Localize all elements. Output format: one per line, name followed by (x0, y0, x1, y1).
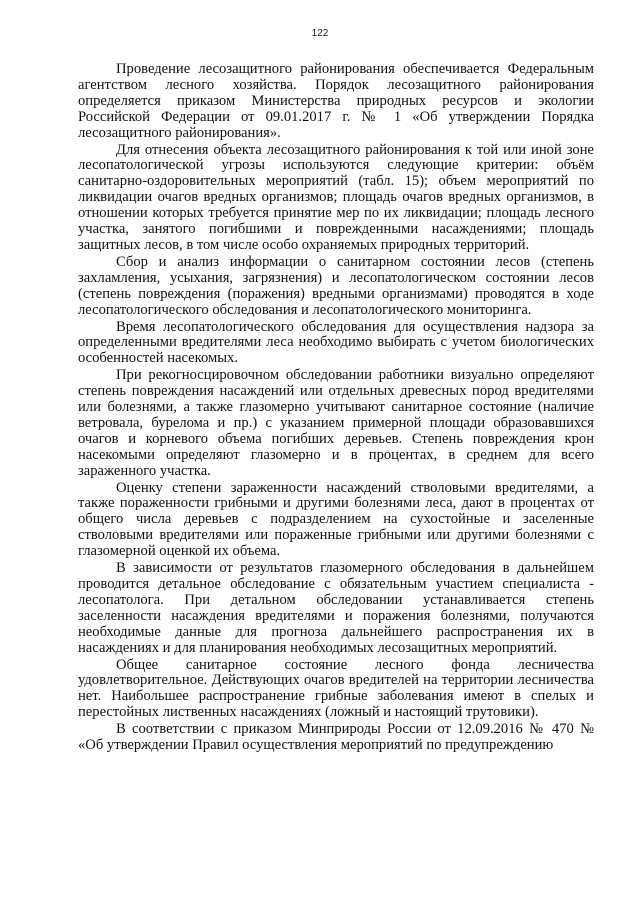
paragraph-8: Общее санитарное состояние лесного фонда лесничества удовлетворительное. Действующих очагов вредителей на территории лесничества нет. Наибольшее распространение грибные заболевания имеют в спелых и перестойных лиственных насаждениях (ложный и настоящий трутовики). (78, 656, 594, 721)
paragraph-4: Время лесопатологического обследования для осуществления надзора за определенными вредителями леса необходимо выбирать с учетом биологических особенностей насекомых. (78, 318, 594, 367)
paragraph-1: Проведение лесозащитного районирования обеспечивается Федеральным агентством лесного хозяйства. Порядок лесозащитного районирования определяется приказом Министерства природных ресурсов и экологии Российской Федерации от 09.01.2017 г. № 1 «Об утверждении Порядка лесозащитного районирования». (78, 61, 594, 141)
paragraph-7: В зависимости от результатов глазомерного обследования в дальнейшем проводится детальное обследование с обязательным участием специалиста - лесопатолога. При детальном обследовании устанавливается степень заселенности насаждения вредителями и поражения болезнями, получаются необходимые данные для прогноза дальнейшего распространения их в насаждениях и для планирования необходимых лесозащитных мероприятий. (78, 560, 594, 656)
document-body (78, 62, 594, 754)
paragraph-6: Оценку степени зараженности насаждений стволовыми вредителями, а также пораженности грибными и другими болезнями леса, дают в процентах от общего числа деревьев с подразделением на сухостойные и заселенные стволовыми вредителями или пораженные грибными или другими болезнями с глазомерной оценкой их объема. (78, 479, 594, 560)
paragraph-3: Сбор и анализ информации о санитарном состоянии лесов (степень захламления, усыхания, загрязнения) и лесопатологическом состоянии лесов (степень повреждения (поражения) вредными организмами) проводятся в ходе лесопатологического обследования и лесопатологического мониторинга. (78, 253, 594, 318)
paragraph-2: Для отнесения объекта лесозащитного районирования к той или иной зоне лесопатологической угрозы используются следующие критерии: объём санитарно-оздоровительных мероприятий (табл. 15); объем мероприятий по ликвидации очагов вредных организмов; площадь очагов вредных организмов, в отношении которых требуется принятие мер по их ликвидации; площадь лесного участка, занятого погибшими и поврежденными насаждениями; площадь защитных лесов, в том числе особо охраняемых природных территорий. (78, 141, 594, 253)
page-number: 122 (311, 28, 329, 39)
paragraph-5: При рекогносцировочном обследовании работники визуально определяют степень повреждения насаждений или отдельных древесных пород вредителями или болезнями, а также глазомерно учитывают санитарное состояние (наличие ветровала, бурелома и пр.) с указанием примерной площади образовавшихся очагов и корневого объема погибших деревьев. Степень повреждения крон насекомыми определяют глазомерно и в процентах, в среднем для всего зараженного участка. (78, 367, 594, 479)
paragraph-9: В соответствии с приказом Минприроды России от 12.09.2016 № 470 № «Об утверждении Правил осуществления мероприятий по предупреждению (78, 721, 594, 754)
